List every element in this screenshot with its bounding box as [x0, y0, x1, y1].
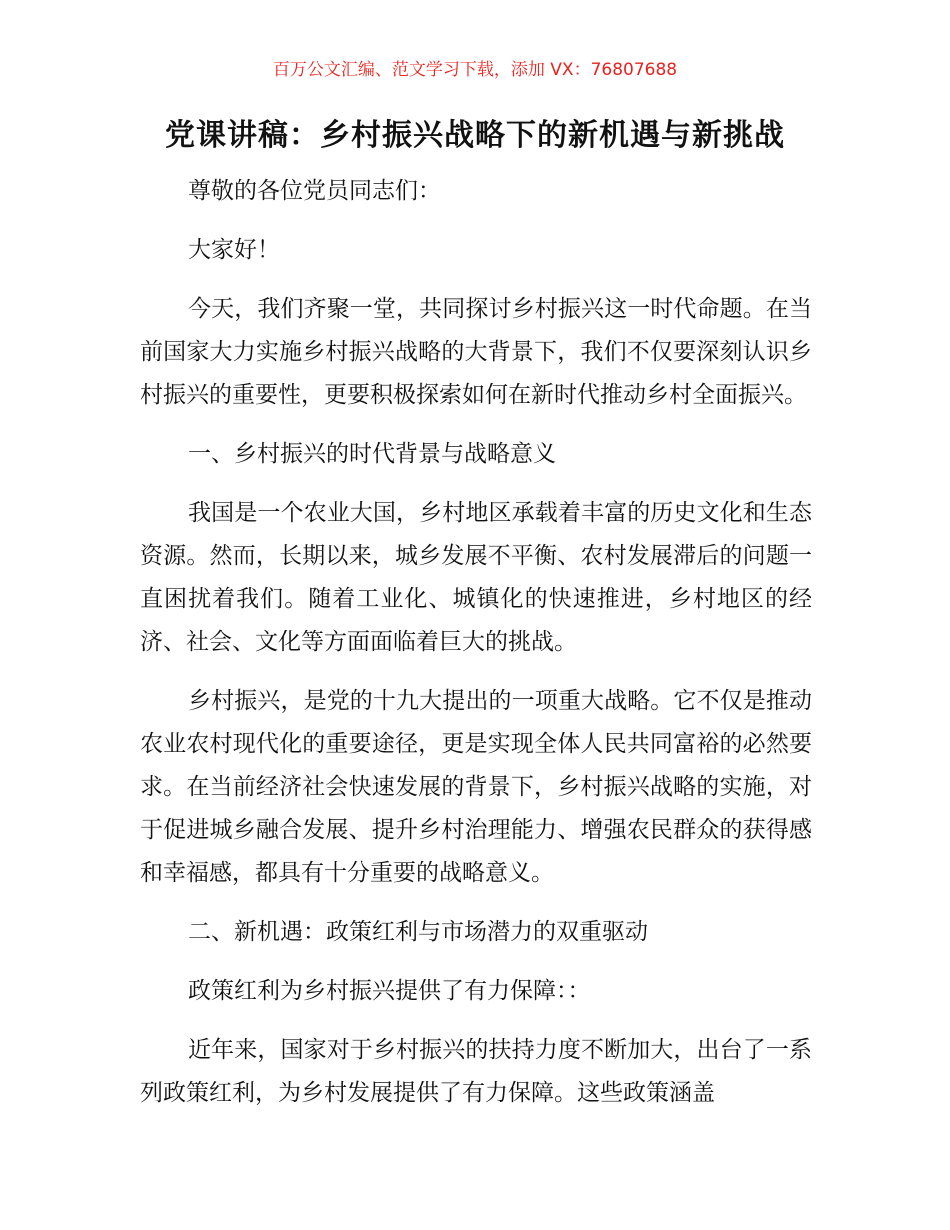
watermark-header: 百万公文汇编、范文学习下载，添加 VX：76807688	[272, 60, 678, 80]
page-title: 党课讲稿：乡村振兴战略下的新机遇与新挑战	[165, 118, 785, 153]
intro-paragraph: 今天，我们齐聚一堂，共同探讨乡村振兴这一时代命题。在当前国家大力实施乡村振兴战略的大背景下，我们不仅要深刻认识乡村振兴的重要性，更要积极探索如何在新时代推动乡村全面振兴。	[140, 296, 812, 408]
body-paragraph: 乡村振兴，是党的十九大提出的一项重大战略。它不仅是推动农业农村现代化的重要途径，更是实现全体人民共同富裕的必然要求。在当前经济社会快速发展的背景下，乡村振兴战略的实施，对于促进城乡融合发展、提升乡村治理能力、增强农民群众的获得感和幸福感，都具有十分重要的战略意义。	[140, 688, 812, 886]
body-paragraph: 我国是一个农业大国，乡村地区承载着丰富的历史文化和生态资源。然而，长期以来，城乡发展不平衡、农村发展滞后的问题一直困扰着我们。随着工业化、城镇化的快速推进，乡村地区的经济、社会、文化等方面面临着巨大的挑战。	[140, 500, 812, 655]
body-paragraph: 近年来，国家对于乡村振兴的扶持力度不断加大，出台了一系列政策红利，为乡村发展提供了有力保障。这些政策涵盖	[140, 1037, 812, 1106]
greeting: 大家好！	[188, 237, 280, 263]
section-heading-2: 二、新机遇：政策红利与市场潜力的双重驱动	[188, 919, 648, 945]
section-heading-1: 一、乡村振兴的时代背景与战略意义	[188, 441, 556, 467]
document-body	[140, 170, 812, 1131]
subsection-heading: 政策红利为乡村振兴提供了有力保障：：	[188, 978, 591, 1004]
salutation: 尊敬的各位党员同志们：	[188, 178, 441, 204]
